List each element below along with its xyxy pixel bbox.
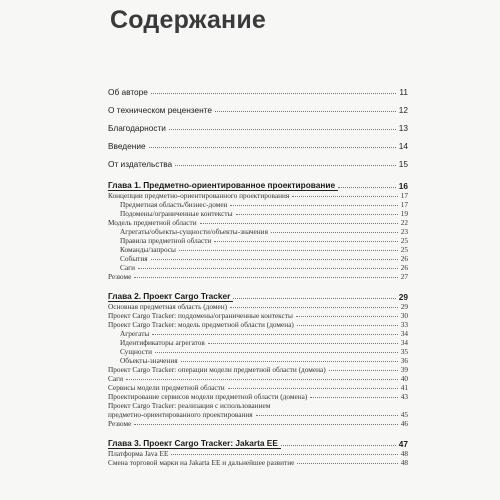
- leader-dots: [171, 454, 397, 455]
- toc-page: 11: [399, 87, 408, 97]
- toc-page: 17: [400, 200, 408, 209]
- toc-page: 30: [400, 311, 408, 320]
- toc-entry[interactable]: [108, 383, 408, 392]
- leader-dots: [152, 334, 397, 335]
- leader-dots: [310, 397, 397, 398]
- toc-entry-about-author[interactable]: [108, 87, 408, 97]
- leader-dots: [233, 298, 395, 299]
- leader-dots: [338, 187, 396, 188]
- toc-page: 12: [398, 105, 408, 115]
- leader-dots: [200, 223, 398, 224]
- leader-dots: [175, 165, 396, 166]
- toc-label: Платформа Java EE: [108, 449, 169, 458]
- toc-page: 33: [400, 320, 408, 329]
- leader-dots: [230, 307, 398, 308]
- toc-page: 26: [400, 263, 408, 272]
- toc-chapter-1[interactable]: [108, 180, 408, 191]
- toc-label: От издательства: [108, 159, 173, 169]
- chapter-title: Глава 1. Предметно-ориентированное проектирование: [108, 180, 338, 191]
- toc-label: Подомены/ограниченные контексты: [120, 209, 233, 218]
- toc-entry[interactable]: [108, 320, 408, 329]
- toc-entry[interactable]: [108, 458, 408, 467]
- toc-entry-from-publisher[interactable]: [108, 159, 408, 169]
- toc-page: 15: [398, 159, 408, 169]
- leader-dots: [297, 325, 398, 326]
- toc-label: Объекты-значения: [120, 356, 178, 365]
- toc-label: предметно-ориентированного проектирования: [108, 410, 253, 419]
- toc-entry[interactable]: [108, 374, 408, 383]
- table-of-contents: [108, 80, 408, 467]
- toc-entry[interactable]: [108, 347, 408, 356]
- leader-dots: [297, 463, 397, 464]
- toc-label: Об авторе: [108, 87, 148, 97]
- toc-page: 34: [400, 329, 408, 338]
- toc-page: 17: [400, 191, 408, 200]
- toc-label: Концепции предметно-ориентированного проектирования: [108, 191, 290, 200]
- toc-entry-line2: [108, 410, 408, 419]
- leader-dots: [181, 361, 398, 362]
- toc-label: Саги: [108, 374, 124, 383]
- toc-entry-acknowledgements[interactable]: [108, 123, 408, 133]
- toc-page: 43: [400, 392, 408, 401]
- toc-entry-tech-reviewer[interactable]: [108, 105, 408, 115]
- leader-dots: [151, 93, 396, 94]
- toc-label: События: [120, 254, 148, 263]
- toc-page: 19: [400, 209, 408, 218]
- leader-dots: [169, 129, 396, 130]
- toc-page: 39: [400, 365, 408, 374]
- leader-dots: [134, 277, 397, 278]
- toc-label: Резюме: [108, 419, 132, 428]
- toc-page: 27: [400, 272, 408, 281]
- leader-dots: [236, 214, 398, 215]
- toc-label: Агрегаты/объекты-сущности/объекты-значения: [120, 227, 268, 236]
- leader-dots: [208, 343, 398, 344]
- toc-entry[interactable]: [108, 365, 408, 374]
- toc-entry[interactable]: [108, 356, 408, 365]
- page-title: Содержание: [110, 6, 267, 34]
- toc-entry[interactable]: [108, 218, 408, 227]
- leader-dots: [138, 268, 398, 269]
- toc-entry-introduction[interactable]: [108, 141, 408, 151]
- toc-label: Правила предметной области: [120, 236, 212, 245]
- toc-entry[interactable]: [108, 191, 408, 200]
- leader-dots: [214, 241, 397, 242]
- toc-label: Предметная область/бизнес-домен: [120, 200, 228, 209]
- toc-entry[interactable]: [108, 245, 408, 254]
- toc-chapter-2[interactable]: [108, 291, 408, 302]
- leader-dots: [126, 379, 398, 380]
- toc-page: 25: [400, 245, 408, 254]
- toc-label: Основная предметная область (домен): [108, 302, 228, 311]
- toc-entry[interactable]: [108, 338, 408, 347]
- toc-label: Агрегаты: [120, 329, 150, 338]
- toc-page: 36: [400, 356, 408, 365]
- toc-entry[interactable]: [108, 227, 408, 236]
- toc-label: Сущности: [120, 347, 153, 356]
- toc-page: 34: [400, 338, 408, 347]
- toc-page: 29: [398, 292, 408, 302]
- toc-entry[interactable]: [108, 254, 408, 263]
- leader-dots: [281, 445, 396, 446]
- toc-label: Идентификаторы агрегатов: [120, 338, 205, 347]
- toc-entry[interactable]: [108, 209, 408, 218]
- toc-entry[interactable]: [108, 236, 408, 245]
- leader-dots: [155, 352, 398, 353]
- toc-entry[interactable]: [108, 449, 408, 458]
- toc-entry[interactable]: [108, 272, 408, 281]
- toc-label: Смена торговой марки на Jakarta EE и дальнейшее развитие: [108, 458, 295, 467]
- toc-page: 48: [400, 458, 408, 467]
- toc-page: 40: [400, 374, 408, 383]
- toc-entry[interactable]: [108, 200, 408, 209]
- toc-label-line1: Проект Cargo Tracker: реализация с использованием: [108, 401, 271, 410]
- leader-dots: [230, 205, 397, 206]
- toc-label: Проект Cargo Tracker: операции модели предметной области (домена): [108, 365, 326, 374]
- toc-label: Сервисы модели предметной области: [108, 383, 225, 392]
- leader-dots: [151, 259, 398, 260]
- leader-dots: [179, 250, 398, 251]
- toc-page: 14: [398, 141, 408, 151]
- toc-page: 22: [400, 218, 408, 227]
- toc-entry[interactable]: [108, 311, 408, 320]
- toc-page: 29: [400, 302, 408, 311]
- chapter-title: Глава 3. Проект Cargo Tracker: Jakarta EE: [108, 438, 281, 449]
- leader-dots: [296, 316, 398, 317]
- toc-entry[interactable]: [108, 302, 408, 311]
- toc-label: Проект Cargo Tracker: поддомены/ограниченные контексты: [108, 311, 293, 320]
- toc-page: 35: [400, 347, 408, 356]
- toc-page: 48: [400, 449, 408, 458]
- chapter-title: Глава 2. Проект Cargo Tracker: [108, 291, 233, 302]
- leader-dots: [228, 388, 398, 389]
- toc-label: Резюме: [108, 272, 132, 281]
- toc-page: 23: [400, 227, 408, 236]
- toc-page: 41: [400, 383, 408, 392]
- toc-label: О техническом рецензенте: [108, 105, 213, 115]
- toc-entry[interactable]: [108, 263, 408, 272]
- toc-label: Команды/запросы: [120, 245, 176, 254]
- toc-page: 16: [398, 181, 408, 191]
- toc-page: 13: [398, 123, 408, 133]
- leader-dots: [215, 111, 396, 112]
- toc-entry[interactable]: [108, 329, 408, 338]
- toc-entry[interactable]: [108, 419, 408, 428]
- leader-dots: [149, 147, 396, 148]
- toc-page: 46: [400, 419, 408, 428]
- toc-label: Модель предметной области: [108, 218, 197, 227]
- toc-label: Введение: [108, 141, 146, 151]
- toc-label: Проект Cargo Tracker: модель предметной области (домена): [108, 320, 294, 329]
- leader-dots: [134, 424, 397, 425]
- leader-dots: [329, 370, 398, 371]
- toc-page: 47: [398, 439, 408, 449]
- leader-dots: [292, 196, 397, 197]
- toc-page: 45: [400, 410, 408, 419]
- toc-entry-multiline[interactable]: [108, 401, 408, 419]
- toc-page: 25: [400, 236, 408, 245]
- toc-entry[interactable]: [108, 392, 408, 401]
- toc-label: Благодарности: [108, 123, 166, 133]
- leader-dots: [271, 232, 398, 233]
- toc-page: 26: [400, 254, 408, 263]
- toc-label: Проектирование сервисов модели предметной области (домена): [108, 392, 308, 401]
- leader-dots: [256, 415, 398, 416]
- toc-label: Саги: [120, 263, 136, 272]
- toc-chapter-3[interactable]: [108, 438, 408, 449]
